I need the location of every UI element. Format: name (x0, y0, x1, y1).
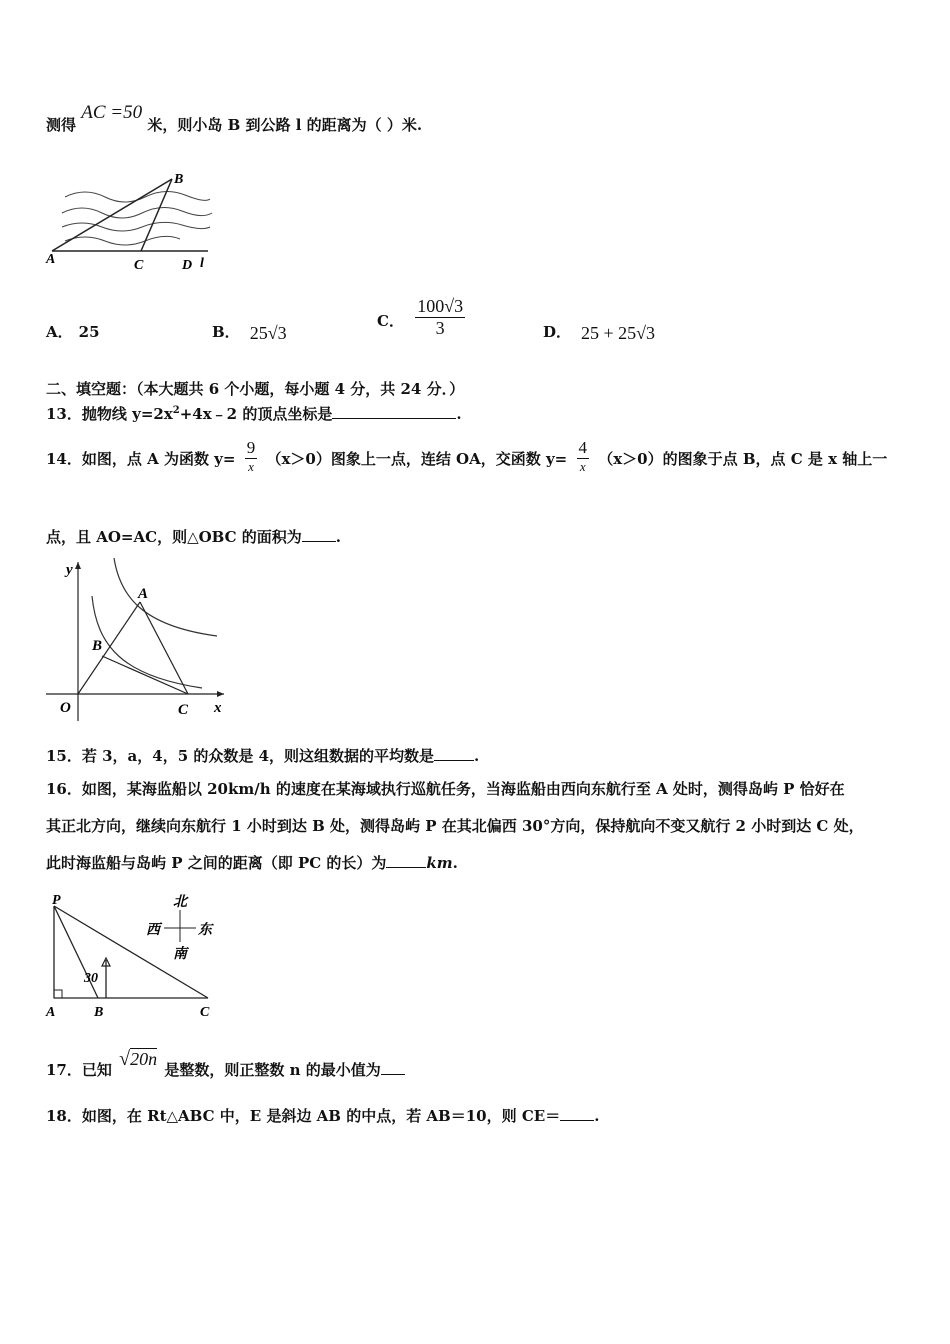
q17-number: 17． (46, 1061, 82, 1079)
q18-answer-blank (560, 1106, 594, 1121)
label-b: B (174, 172, 184, 187)
q16-answer-blank (386, 853, 426, 868)
q17-prefix: 已知 (81, 1061, 112, 1079)
label-l: l (200, 256, 204, 271)
option-a-value: 25 (78, 323, 100, 341)
q14-line2-text: 点，且 AO=AC，则△OBC 的面积为 (46, 528, 302, 546)
option-d (543, 321, 655, 342)
q18-text: 如图，在 Rt△ABC 中，E 是斜边 AB 的中点，若 AB＝10，则 CE＝ (81, 1107, 561, 1125)
q14-frac1-denominator: x (245, 458, 258, 475)
label-c: C (178, 702, 189, 718)
q14-line2 (46, 526, 341, 547)
q16-line2: 其正北方向，继续向东航行 1 小时到达 B 处，测得岛屿 P 在其北偏西 30°方向，保持航向不变又航行 2 小时到达 C 处， (46, 817, 864, 835)
option-c (377, 296, 465, 339)
q16-number: 16． (46, 780, 82, 798)
q13-superscript: 2 (172, 405, 180, 416)
q13-answer-blank (332, 404, 456, 419)
label-d: D (182, 258, 193, 273)
q14-line1 (46, 438, 887, 475)
q16-figure (40, 890, 225, 1025)
segment-oa (78, 602, 140, 694)
q17-sqrt (119, 1048, 157, 1071)
option-c-denominator: 3 (415, 317, 465, 339)
q18-number: 18． (46, 1107, 82, 1125)
label-o: O (60, 700, 71, 716)
sqrt-icon: √ (119, 1048, 131, 1070)
q14-fraction-9-over-x (245, 438, 258, 475)
option-d-letter: D． (543, 323, 572, 341)
q15-end: . (474, 747, 480, 765)
q14-part3: （x＞0）的图象于点 B，点 C 是 x 轴上一 (598, 449, 888, 468)
label-a: A (138, 586, 149, 602)
option-a-letter: A． (46, 323, 73, 341)
q14-part1: 如图，点 A 为函数 y= (81, 449, 236, 468)
wave-line (65, 236, 180, 245)
label-a: A (46, 252, 56, 267)
q18-end: . (594, 1107, 600, 1125)
q16-line1 (46, 778, 845, 799)
option-b (212, 321, 287, 342)
compass-west-label: 西 (146, 923, 160, 938)
q16-line1-text: 如图，某海监船以 20km/h 的速度在某海域执行巡航任务，当海监船由西向东航行至 A 处时，测得岛屿 P 恰好在 (81, 780, 845, 798)
q15 (46, 745, 479, 766)
compass-north-label: 北 (173, 895, 187, 910)
wave-line (62, 222, 210, 231)
q17-suffix: 是整数，则正整数 n 的最小值为 (164, 1061, 381, 1079)
q18 (46, 1105, 599, 1126)
q14-end: . (335, 528, 342, 546)
q12-text-line (46, 102, 423, 136)
label-a: A (46, 1005, 56, 1020)
q13-number: 13． (46, 405, 82, 423)
q15-answer-blank (434, 746, 474, 761)
q16-end: . (452, 854, 458, 872)
q14-number: 14． (46, 449, 82, 468)
q14-frac2-numerator: 4 (578, 438, 587, 457)
q17-radicand: 20n (130, 1049, 158, 1069)
q12-formula: AC =50 (81, 102, 143, 123)
q16-line3 (46, 852, 458, 873)
compass-south-label: 南 (173, 947, 187, 962)
option-b-letter: B． (212, 323, 240, 341)
segment-ab (52, 179, 172, 251)
label-x: x (214, 700, 222, 716)
q14-figure (42, 556, 232, 721)
compass-east-label: 东 (198, 923, 212, 938)
curve-y-9-over-x (114, 558, 217, 636)
q13-text-before: 抛物线 y=2x (81, 405, 173, 423)
label-c: C (134, 258, 144, 273)
q15-number: 15． (46, 747, 82, 765)
right-angle-marker (54, 990, 62, 998)
option-c-fraction (415, 296, 465, 339)
q16-line3-text: 此时海监船与岛屿 P 之间的距离（即 PC 的长）为 (46, 854, 387, 872)
q14-part2: （x＞0）图象上一点，连结 OA，交函数 y= (266, 449, 568, 468)
q12-prefix: 测得 (46, 116, 77, 134)
q17-answer-blank (381, 1060, 405, 1075)
q16-unit: km (426, 854, 453, 872)
q12-suffix: 米，则小岛 B 到公路 l 的距离为（ ）米. (147, 116, 423, 134)
segment-cb (141, 179, 172, 251)
q13 (46, 403, 462, 424)
wave-line (62, 207, 212, 218)
q14-fraction-4-over-x (577, 438, 590, 475)
angle-label: 30 (84, 971, 98, 986)
option-c-numerator: 100√3 (417, 296, 464, 316)
label-p: P (52, 893, 61, 908)
q14-frac1-numerator: 9 (246, 438, 256, 457)
option-a (46, 321, 100, 342)
q14-answer-blank (302, 527, 336, 542)
option-d-value: 25 + 25√3 (581, 323, 656, 343)
x-axis-arrow (217, 691, 224, 697)
option-b-value: 25√3 (249, 323, 287, 343)
section-heading: 二、填空题：（本大题共 6 个小题，每小题 4 分，共 24 分．） (46, 380, 465, 398)
q14-frac2-denominator: x (577, 458, 590, 475)
label-c: C (200, 1005, 210, 1020)
curve-y-4-over-x (92, 596, 202, 688)
q15-text: 若 3，a，4，5 的众数是 4，则这组数据的平均数是 (81, 747, 435, 765)
q13-end: . (456, 405, 462, 423)
option-c-letter: C． (377, 311, 404, 330)
label-b: B (94, 1005, 104, 1020)
y-axis-arrow (75, 562, 81, 569)
label-y: y (66, 562, 73, 578)
q13-text-after: +4x﹣2 的顶点坐标是 (179, 405, 333, 423)
label-b: B (92, 638, 103, 654)
q17 (46, 1048, 405, 1081)
q12-figure (40, 165, 220, 275)
segment-bc (102, 656, 188, 694)
